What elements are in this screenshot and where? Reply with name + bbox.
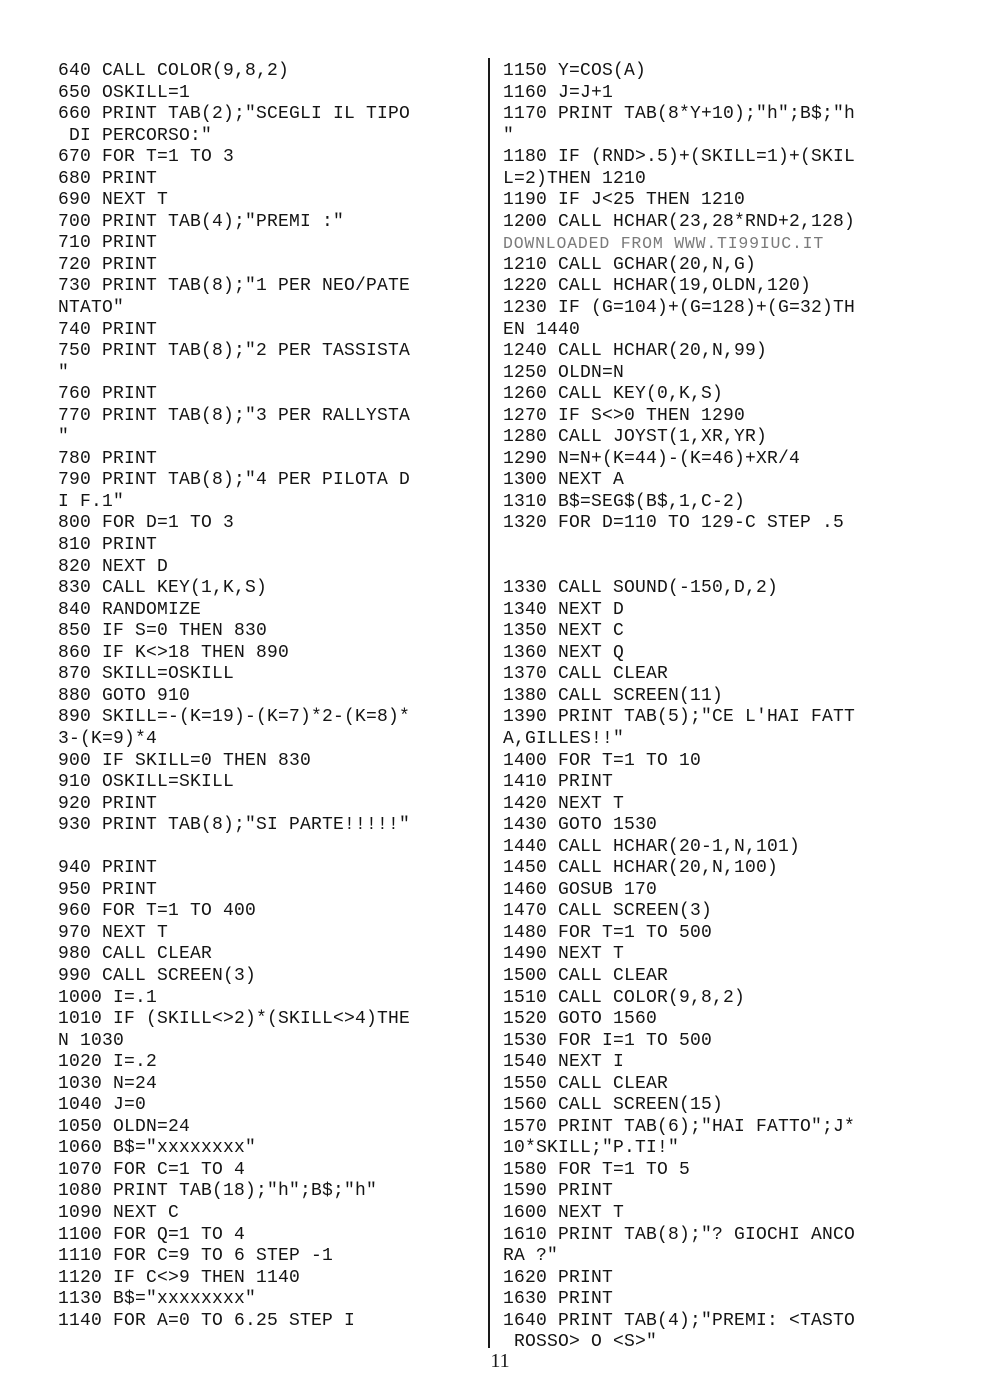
code-line: 640 CALL COLOR(9,8,2) xyxy=(58,61,290,81)
code-line: 1370 CALL CLEAR xyxy=(503,664,669,685)
code-line: 1590 PRINT xyxy=(503,1181,614,1202)
code-line: 1430 GOTO 1530 xyxy=(503,815,658,836)
code-line xyxy=(58,837,478,859)
code-line: 840 RANDOMIZE xyxy=(58,599,202,620)
code-line: 3-(K=9)*4 xyxy=(58,728,158,749)
code-line: 1290 N=N+(K=44)-(K=46)+XR/4 xyxy=(503,448,801,469)
code-line: 740 PRINT xyxy=(58,319,158,340)
code-line: 670 FOR T=1 TO 3 xyxy=(58,147,235,168)
code-line: 1010 IF (SKILL<>2)*(SKILL<>4)THE xyxy=(58,1009,411,1030)
code-line: 950 PRINT xyxy=(58,879,158,900)
code-line: ROSSO> O <S>" xyxy=(503,1332,658,1353)
code-line: 1520 GOTO 1560 xyxy=(503,1009,658,1030)
code-line: 810 PRINT xyxy=(58,535,158,556)
code-line: 970 NEXT T xyxy=(58,922,169,943)
code-line: 1140 FOR A=0 TO 6.25 STEP I xyxy=(58,1310,356,1331)
code-line: 1310 B$=SEG$(B$,1,C-2) xyxy=(503,491,746,512)
code-line: 1280 CALL JOYST(1,XR,YR) xyxy=(503,427,768,448)
code-line: 1190 IF J<25 THEN 1210 xyxy=(503,190,746,211)
code-line: 1050 OLDN=24 xyxy=(58,1116,191,1137)
code-line: 1260 CALL KEY(0,K,S) xyxy=(503,384,724,405)
code-line: 1000 I=.1 xyxy=(58,987,158,1008)
code-line: 1110 FOR C=9 TO 6 STEP -1 xyxy=(58,1246,334,1267)
code-line: 1580 FOR T=1 TO 5 xyxy=(503,1159,691,1180)
code-line: 650 OSKILL=1 xyxy=(58,82,191,103)
code-line: I F.1" xyxy=(58,491,125,512)
code-line: 700 PRINT TAB(4);"PREMI :" xyxy=(58,211,345,232)
code-line: 1390 PRINT TAB(5);"CE L'HAI FATT xyxy=(503,707,856,728)
code-line: 820 NEXT D xyxy=(58,556,169,577)
code-line: 1620 PRINT xyxy=(503,1267,614,1288)
code-line: 1410 PRINT xyxy=(503,772,614,793)
code-line: 1250 OLDN=N xyxy=(503,362,625,383)
code-line: 680 PRINT xyxy=(58,168,158,189)
code-line: 1180 IF (RND>.5)+(SKILL=1)+(SKIL xyxy=(503,147,856,168)
code-line: 1490 NEXT T xyxy=(503,944,625,965)
code-line: 1170 PRINT TAB(8*Y+10);"h";B$;"h xyxy=(503,104,856,125)
code-line: 1510 CALL COLOR(9,8,2) xyxy=(503,987,746,1008)
code-line: 910 OSKILL=SKILL xyxy=(58,772,235,793)
code-line: 1220 CALL HCHAR(19,OLDN,120) xyxy=(503,276,812,297)
code-line: 10*SKILL;"P.TI!" xyxy=(503,1138,680,1159)
code-line: 660 PRINT TAB(2);"SCEGLI IL TIPO xyxy=(58,104,411,125)
code-line: EN 1440 xyxy=(503,319,581,340)
code-line: 1200 CALL HCHAR(23,28*RND+2,128) xyxy=(503,211,856,232)
code-line: 900 IF SKILL=0 THEN 830 xyxy=(58,750,312,771)
column-divider xyxy=(488,58,490,1348)
code-line: 890 SKILL=-(K=19)-(K=7)*2-(K=8)* xyxy=(58,707,411,728)
code-line: 930 PRINT TAB(8);"SI PARTE!!!!!" xyxy=(58,815,411,836)
code-line: 800 FOR D=1 TO 3 xyxy=(58,513,235,534)
code-line: " xyxy=(58,427,70,448)
code-line: 1540 NEXT I xyxy=(503,1052,625,1073)
code-line: 1450 CALL HCHAR(20,N,100) xyxy=(503,858,779,879)
code-line: 1530 FOR I=1 TO 500 xyxy=(503,1030,713,1051)
code-line: 1630 PRINT xyxy=(503,1289,614,1310)
code-line: 1150 Y=COS(A) xyxy=(503,61,647,81)
code-line: 1360 NEXT Q xyxy=(503,642,625,663)
code-line: 690 NEXT T xyxy=(58,190,169,211)
code-line: 860 IF K<>18 THEN 890 xyxy=(58,642,290,663)
code-line: 1270 IF S<>0 THEN 1290 xyxy=(503,405,746,426)
code-line: 920 PRINT xyxy=(58,793,158,814)
code-line: 760 PRINT xyxy=(58,384,158,405)
code-line: 780 PRINT xyxy=(58,448,158,469)
right-code-column xyxy=(503,61,923,1354)
code-line: N 1030 xyxy=(58,1030,125,1051)
code-line: 1420 NEXT T xyxy=(503,793,625,814)
code-line: 940 PRINT xyxy=(58,858,158,879)
code-line: 1550 CALL CLEAR xyxy=(503,1073,669,1094)
code-line: 1130 B$="xxxxxxxx" xyxy=(58,1289,257,1310)
code-line xyxy=(503,557,923,579)
code-line: DI PERCORSO:" xyxy=(58,125,213,146)
code-line: 850 IF S=0 THEN 830 xyxy=(58,621,268,642)
code-line: " xyxy=(503,125,515,146)
code-line: 1640 PRINT TAB(4);"PREMI: <TASTO xyxy=(503,1310,856,1331)
code-line: 1560 CALL SCREEN(15) xyxy=(503,1095,724,1116)
code-line: 710 PRINT xyxy=(58,233,158,254)
code-line: 1020 I=.2 xyxy=(58,1052,158,1073)
code-line: 730 PRINT TAB(8);"1 PER NEO/PATE xyxy=(58,276,411,297)
code-line: 750 PRINT TAB(8);"2 PER TASSISTA xyxy=(58,341,411,362)
code-line: 1160 J=J+1 xyxy=(503,82,614,103)
code-line: 980 CALL CLEAR xyxy=(58,944,213,965)
code-line: 1090 NEXT C xyxy=(58,1202,180,1223)
code-line: 790 PRINT TAB(8);"4 PER PILOTA D xyxy=(58,470,411,491)
code-line: 1100 FOR Q=1 TO 4 xyxy=(58,1224,246,1245)
code-line: 990 CALL SCREEN(3) xyxy=(58,965,257,986)
code-line: 1610 PRINT TAB(8);"? GIOCHI ANCO xyxy=(503,1224,856,1245)
code-line: 1500 CALL CLEAR xyxy=(503,965,669,986)
code-line: 1300 NEXT A xyxy=(503,470,625,491)
code-line: 1600 NEXT T xyxy=(503,1202,625,1223)
code-line: 880 GOTO 910 xyxy=(58,685,191,706)
code-line: 1340 NEXT D xyxy=(503,599,625,620)
code-line: 1570 PRINT TAB(6);"HAI FATTO";J* xyxy=(503,1116,856,1137)
code-line: 1440 CALL HCHAR(20-1,N,101) xyxy=(503,836,801,857)
code-line: 1470 CALL SCREEN(3) xyxy=(503,901,713,922)
watermark-text: DOWNLOADED FROM WWW.TI99IUC.IT xyxy=(503,234,825,254)
code-line xyxy=(503,535,923,557)
code-line: 1350 NEXT C xyxy=(503,621,625,642)
code-line: 830 CALL KEY(1,K,S) xyxy=(58,578,268,599)
code-line: 960 FOR T=1 TO 400 xyxy=(58,901,257,922)
left-code-column xyxy=(58,61,478,1332)
code-line: L=2)THEN 1210 xyxy=(503,168,647,189)
code-line: 1120 IF C<>9 THEN 1140 xyxy=(58,1267,301,1288)
code-line: 1080 PRINT TAB(18);"h";B$;"h" xyxy=(58,1181,378,1202)
code-line: 1060 B$="xxxxxxxx" xyxy=(58,1138,257,1159)
code-line: 1320 FOR D=110 TO 129-C STEP .5 xyxy=(503,513,845,534)
code-line: 1030 N=24 xyxy=(58,1073,158,1094)
code-line: 1380 CALL SCREEN(11) xyxy=(503,685,724,706)
code-line: 770 PRINT TAB(8);"3 PER RALLYSTA xyxy=(58,405,411,426)
code-line: RA ?" xyxy=(503,1246,559,1267)
code-line: 1460 GOSUB 170 xyxy=(503,879,658,900)
code-line: 1040 J=0 xyxy=(58,1095,147,1116)
code-line: 1070 FOR C=1 TO 4 xyxy=(58,1159,246,1180)
code-line: 1240 CALL HCHAR(20,N,99) xyxy=(503,341,768,362)
code-line: 1400 FOR T=1 TO 10 xyxy=(503,750,702,771)
code-line: 1330 CALL SOUND(-150,D,2) xyxy=(503,578,779,599)
code-line: 1480 FOR T=1 TO 500 xyxy=(503,922,713,943)
code-line: 1230 IF (G=104)+(G=128)+(G=32)TH xyxy=(503,298,856,319)
code-line: A,GILLES!!" xyxy=(503,728,625,749)
page-number: 11 xyxy=(490,1350,510,1372)
code-line: 720 PRINT xyxy=(58,254,158,275)
code-line: 870 SKILL=OSKILL xyxy=(58,664,235,685)
code-line: 1210 CALL GCHAR(20,N,G) xyxy=(503,254,757,275)
code-line: " xyxy=(58,362,70,383)
code-line: NTATO" xyxy=(58,298,125,319)
